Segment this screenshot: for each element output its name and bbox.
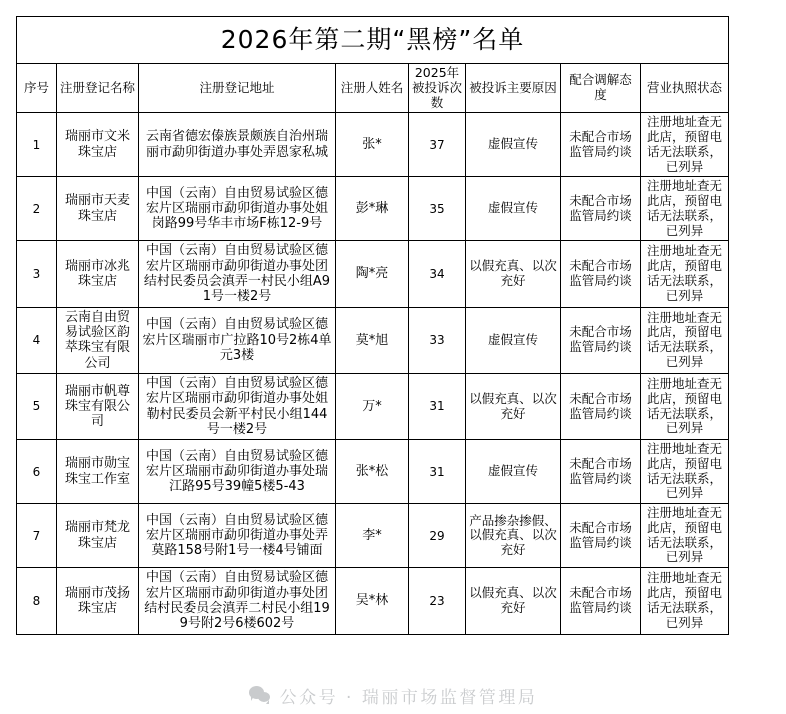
table-row — [17, 568, 729, 634]
table-row — [17, 241, 729, 307]
cell-index: 3 — [17, 241, 57, 307]
cell-complaints: 31 — [409, 373, 466, 439]
cell-reason: 以假充真、以次充好 — [466, 241, 561, 307]
table-header-row — [17, 64, 729, 113]
cell-name: 瑞丽市梵龙珠宝店 — [57, 504, 139, 568]
cell-reason: 以假充真、以次充好 — [466, 373, 561, 439]
cell-person: 张*松 — [336, 440, 409, 504]
column-header-person: 注册人姓名 — [336, 64, 409, 113]
cell-license: 注册地址查无此店，预留电话无法联系，已列异 — [641, 373, 729, 439]
cell-complaints: 34 — [409, 241, 466, 307]
cell-reason: 虚假宣传 — [466, 307, 561, 373]
cell-reason: 虚假宣传 — [466, 113, 561, 177]
cell-index: 5 — [17, 373, 57, 439]
cell-person: 吴*林 — [336, 568, 409, 634]
cell-complaints: 29 — [409, 504, 466, 568]
table-row — [17, 307, 729, 373]
cell-address: 中国（云南）自由贸易试验区德宏片区瑞丽市广拉路10号2栋4单元3楼 — [139, 307, 336, 373]
title-row — [17, 17, 729, 64]
table-row — [17, 440, 729, 504]
cell-address: 中国（云南）自由贸易试验区德宏片区瑞丽市勐卯街道办事处瑞江路95号39幢5楼5-43 — [139, 440, 336, 504]
cell-index: 2 — [17, 177, 57, 241]
column-header-attitude: 配合调解态度 — [561, 64, 641, 113]
cell-address: 中国（云南）自由贸易试验区德宏片区瑞丽市勐卯街道办事处弄莫路158号附1号一楼4号铺面 — [139, 504, 336, 568]
cell-name: 瑞丽市文米珠宝店 — [57, 113, 139, 177]
table-row — [17, 113, 729, 177]
watermark-footer — [0, 676, 786, 714]
cell-license: 注册地址查无此店，预留电话无法联系，已列异 — [641, 307, 729, 373]
cell-person: 张* — [336, 113, 409, 177]
cell-reason: 虚假宣传 — [466, 440, 561, 504]
cell-index: 8 — [17, 568, 57, 634]
cell-license: 注册地址查无此店，预留电话无法联系，已列异 — [641, 440, 729, 504]
cell-name: 瑞丽市帆尊珠宝有限公司 — [57, 373, 139, 439]
watermark-label: 公众号 · 瑞丽市场监督管理局 — [279, 687, 538, 708]
cell-address: 中国（云南）自由贸易试验区德宏片区瑞丽市勐卯街道办事处姐岗路99号华丰市场F栋12-9号 — [139, 177, 336, 241]
table-row — [17, 504, 729, 568]
cell-license: 注册地址查无此店，预留电话无法联系，已列异 — [641, 568, 729, 634]
wechat-icon — [249, 686, 271, 704]
cell-attitude: 未配合市场监管局约谈 — [561, 440, 641, 504]
cell-attitude: 未配合市场监管局约谈 — [561, 373, 641, 439]
cell-index: 7 — [17, 504, 57, 568]
cell-name: 瑞丽市茂扬珠宝店 — [57, 568, 139, 634]
cell-complaints: 31 — [409, 440, 466, 504]
cell-name: 云南自由贸易试验区韵萃珠宝有限公司 — [57, 307, 139, 373]
table-row — [17, 177, 729, 241]
cell-index: 6 — [17, 440, 57, 504]
cell-person: 陶*亮 — [336, 241, 409, 307]
cell-attitude: 未配合市场监管局约谈 — [561, 177, 641, 241]
cell-address: 中国（云南）自由贸易试验区德宏片区瑞丽市勐卯街道办事处姐勒村民委员会新平村民小组144号一楼2号 — [139, 373, 336, 439]
page-title: 2026年第二期“黑榜”名单 — [17, 17, 729, 64]
cell-complaints: 23 — [409, 568, 466, 634]
cell-address: 中国（云南）自由贸易试验区德宏片区瑞丽市勐卯街道办事处团结村民委员会滇弄二村民小组199号附2号6楼602号 — [139, 568, 336, 634]
cell-license: 注册地址查无此店，预留电话无法联系，已列异 — [641, 113, 729, 177]
cell-complaints: 35 — [409, 177, 466, 241]
cell-attitude: 未配合市场监管局约谈 — [561, 307, 641, 373]
column-header-license: 营业执照状态 — [641, 64, 729, 113]
cell-person: 莫*旭 — [336, 307, 409, 373]
cell-license: 注册地址查无此店，预留电话无法联系，已列异 — [641, 504, 729, 568]
cell-license: 注册地址查无此店，预留电话无法联系，已列异 — [641, 177, 729, 241]
column-header-index: 序号 — [17, 64, 57, 113]
cell-reason: 虚假宣传 — [466, 177, 561, 241]
column-header-complaints: 2025年被投诉次数 — [409, 64, 466, 113]
column-header-name: 注册登记名称 — [57, 64, 139, 113]
cell-index: 1 — [17, 113, 57, 177]
column-header-address: 注册登记地址 — [139, 64, 336, 113]
cell-license: 注册地址查无此店，预留电话无法联系，已列异 — [641, 241, 729, 307]
cell-attitude: 未配合市场监管局约谈 — [561, 241, 641, 307]
cell-person: 李* — [336, 504, 409, 568]
table-body — [17, 17, 729, 635]
cell-name: 瑞丽市冰兆珠宝店 — [57, 241, 139, 307]
blacklist-table — [16, 16, 729, 635]
cell-attitude: 未配合市场监管局约谈 — [561, 568, 641, 634]
cell-attitude: 未配合市场监管局约谈 — [561, 113, 641, 177]
blacklist-table-container — [16, 16, 728, 635]
cell-person: 万* — [336, 373, 409, 439]
cell-reason: 产品掺杂掺假、以假充真、以次充好 — [466, 504, 561, 568]
column-header-reason: 被投诉主要原因 — [466, 64, 561, 113]
cell-address: 中国（云南）自由贸易试验区德宏片区瑞丽市勐卯街道办事处团结村民委员会滇弄一村民小组A91号一楼2号 — [139, 241, 336, 307]
cell-complaints: 37 — [409, 113, 466, 177]
cell-name: 瑞丽市勋宝珠宝工作室 — [57, 440, 139, 504]
cell-address: 云南省德宏傣族景颇族自治州瑞丽市勐卯街道办事处弄恩家私城 — [139, 113, 336, 177]
cell-attitude: 未配合市场监管局约谈 — [561, 504, 641, 568]
cell-index: 4 — [17, 307, 57, 373]
cell-person: 彭*琳 — [336, 177, 409, 241]
table-row — [17, 373, 729, 439]
cell-reason: 以假充真、以次充好 — [466, 568, 561, 634]
cell-name: 瑞丽市天麦珠宝店 — [57, 177, 139, 241]
cell-complaints: 33 — [409, 307, 466, 373]
